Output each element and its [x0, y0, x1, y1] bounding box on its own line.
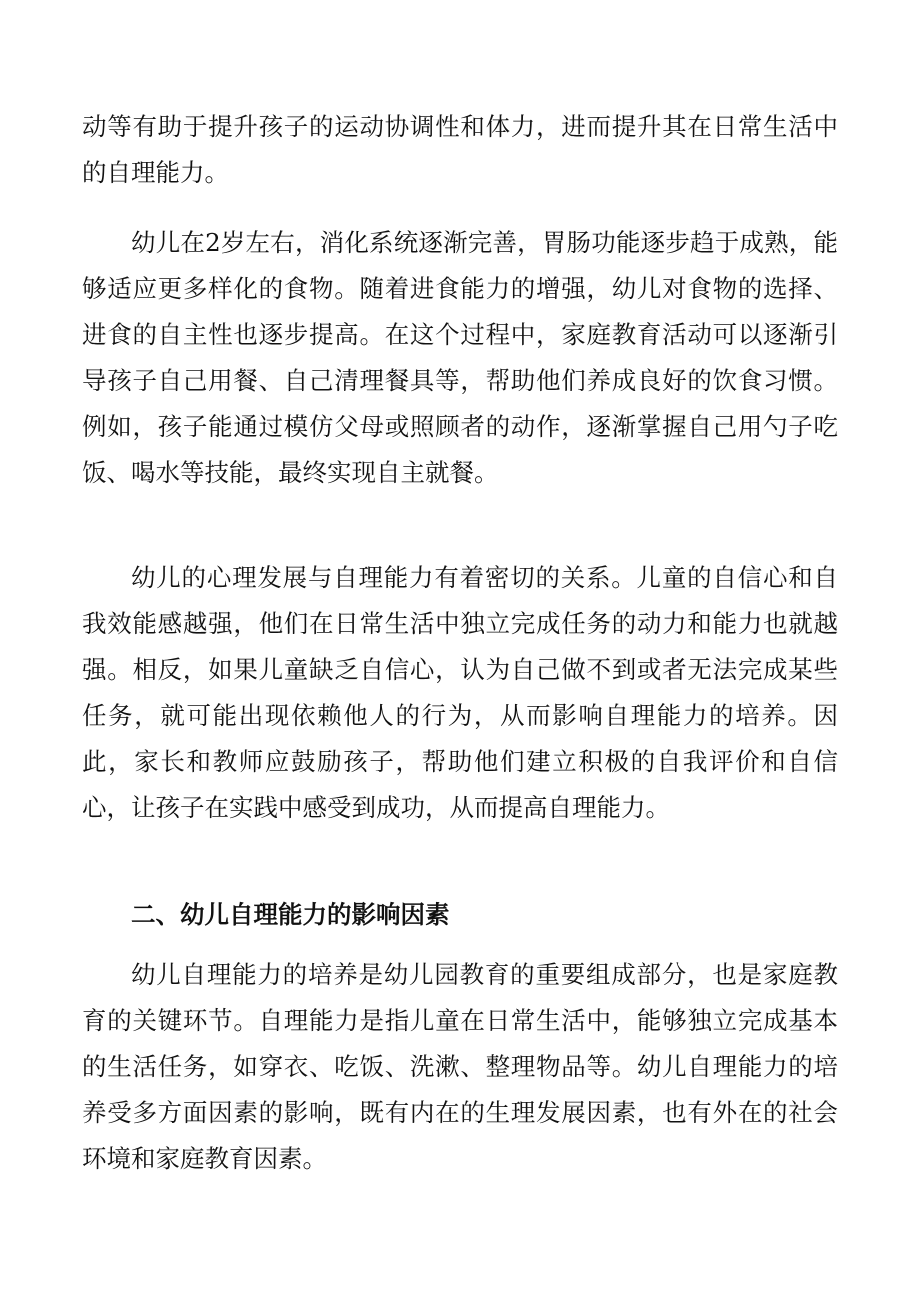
paragraph-psychological-development: 幼儿的心理发展与自理能力有着密切的关系。儿童的自信心和自我效能感越强，他们在日常生活中独立完成任务的动力和能力也就越强。相反，如果儿童缺乏自信心，认为自己做不到或者无法完成某些任务，就可能出现依赖他人的行为，从而影响自理能力的培养。因此，家长和教师应鼓励孩子，帮助他们建立积极的自我评价和自信心，让孩子在实践中感受到成功，从而提高自理能力。 [82, 563, 838, 822]
paragraph-influencing-factors: 幼儿自理能力的培养是幼儿园教育的重要组成部分，也是家庭教育的关键环节。自理能力是指儿童在日常生活中，能够独立完成基本的生活任务，如穿衣、吃饭、洗漱、整理物品等。幼儿自理能力的培养受多方面因素的影响，既有内在的生理发展因素，也有外在的社会环境和家庭教育因素。 [82, 960, 838, 1173]
paragraph-eating-ability: 幼儿在2岁左右，消化系统逐渐完善，胃肠功能逐步趋于成熟，能够适应更多样化的食物。随着进食能力的增强，幼儿对食物的选择、进食的自主性也逐步提高。在这个过程中，家庭教育活动可以逐渐引导孩子自己用餐、自己清理餐具等，帮助他们养成良好的饮食习惯。例如，孩子能通过模仿父母或照顾者的动作，逐渐掌握自己用勺子吃饭、喝水等技能，最终实现自主就餐。 [82, 228, 838, 487]
section-heading: 二、幼儿自理能力的影响因素 [131, 900, 450, 929]
paragraph-motor-skills-continuation: 动等有助于提升孩子的运动协调性和体力，进而提升其在日常生活中的自理能力。 [82, 112, 838, 187]
